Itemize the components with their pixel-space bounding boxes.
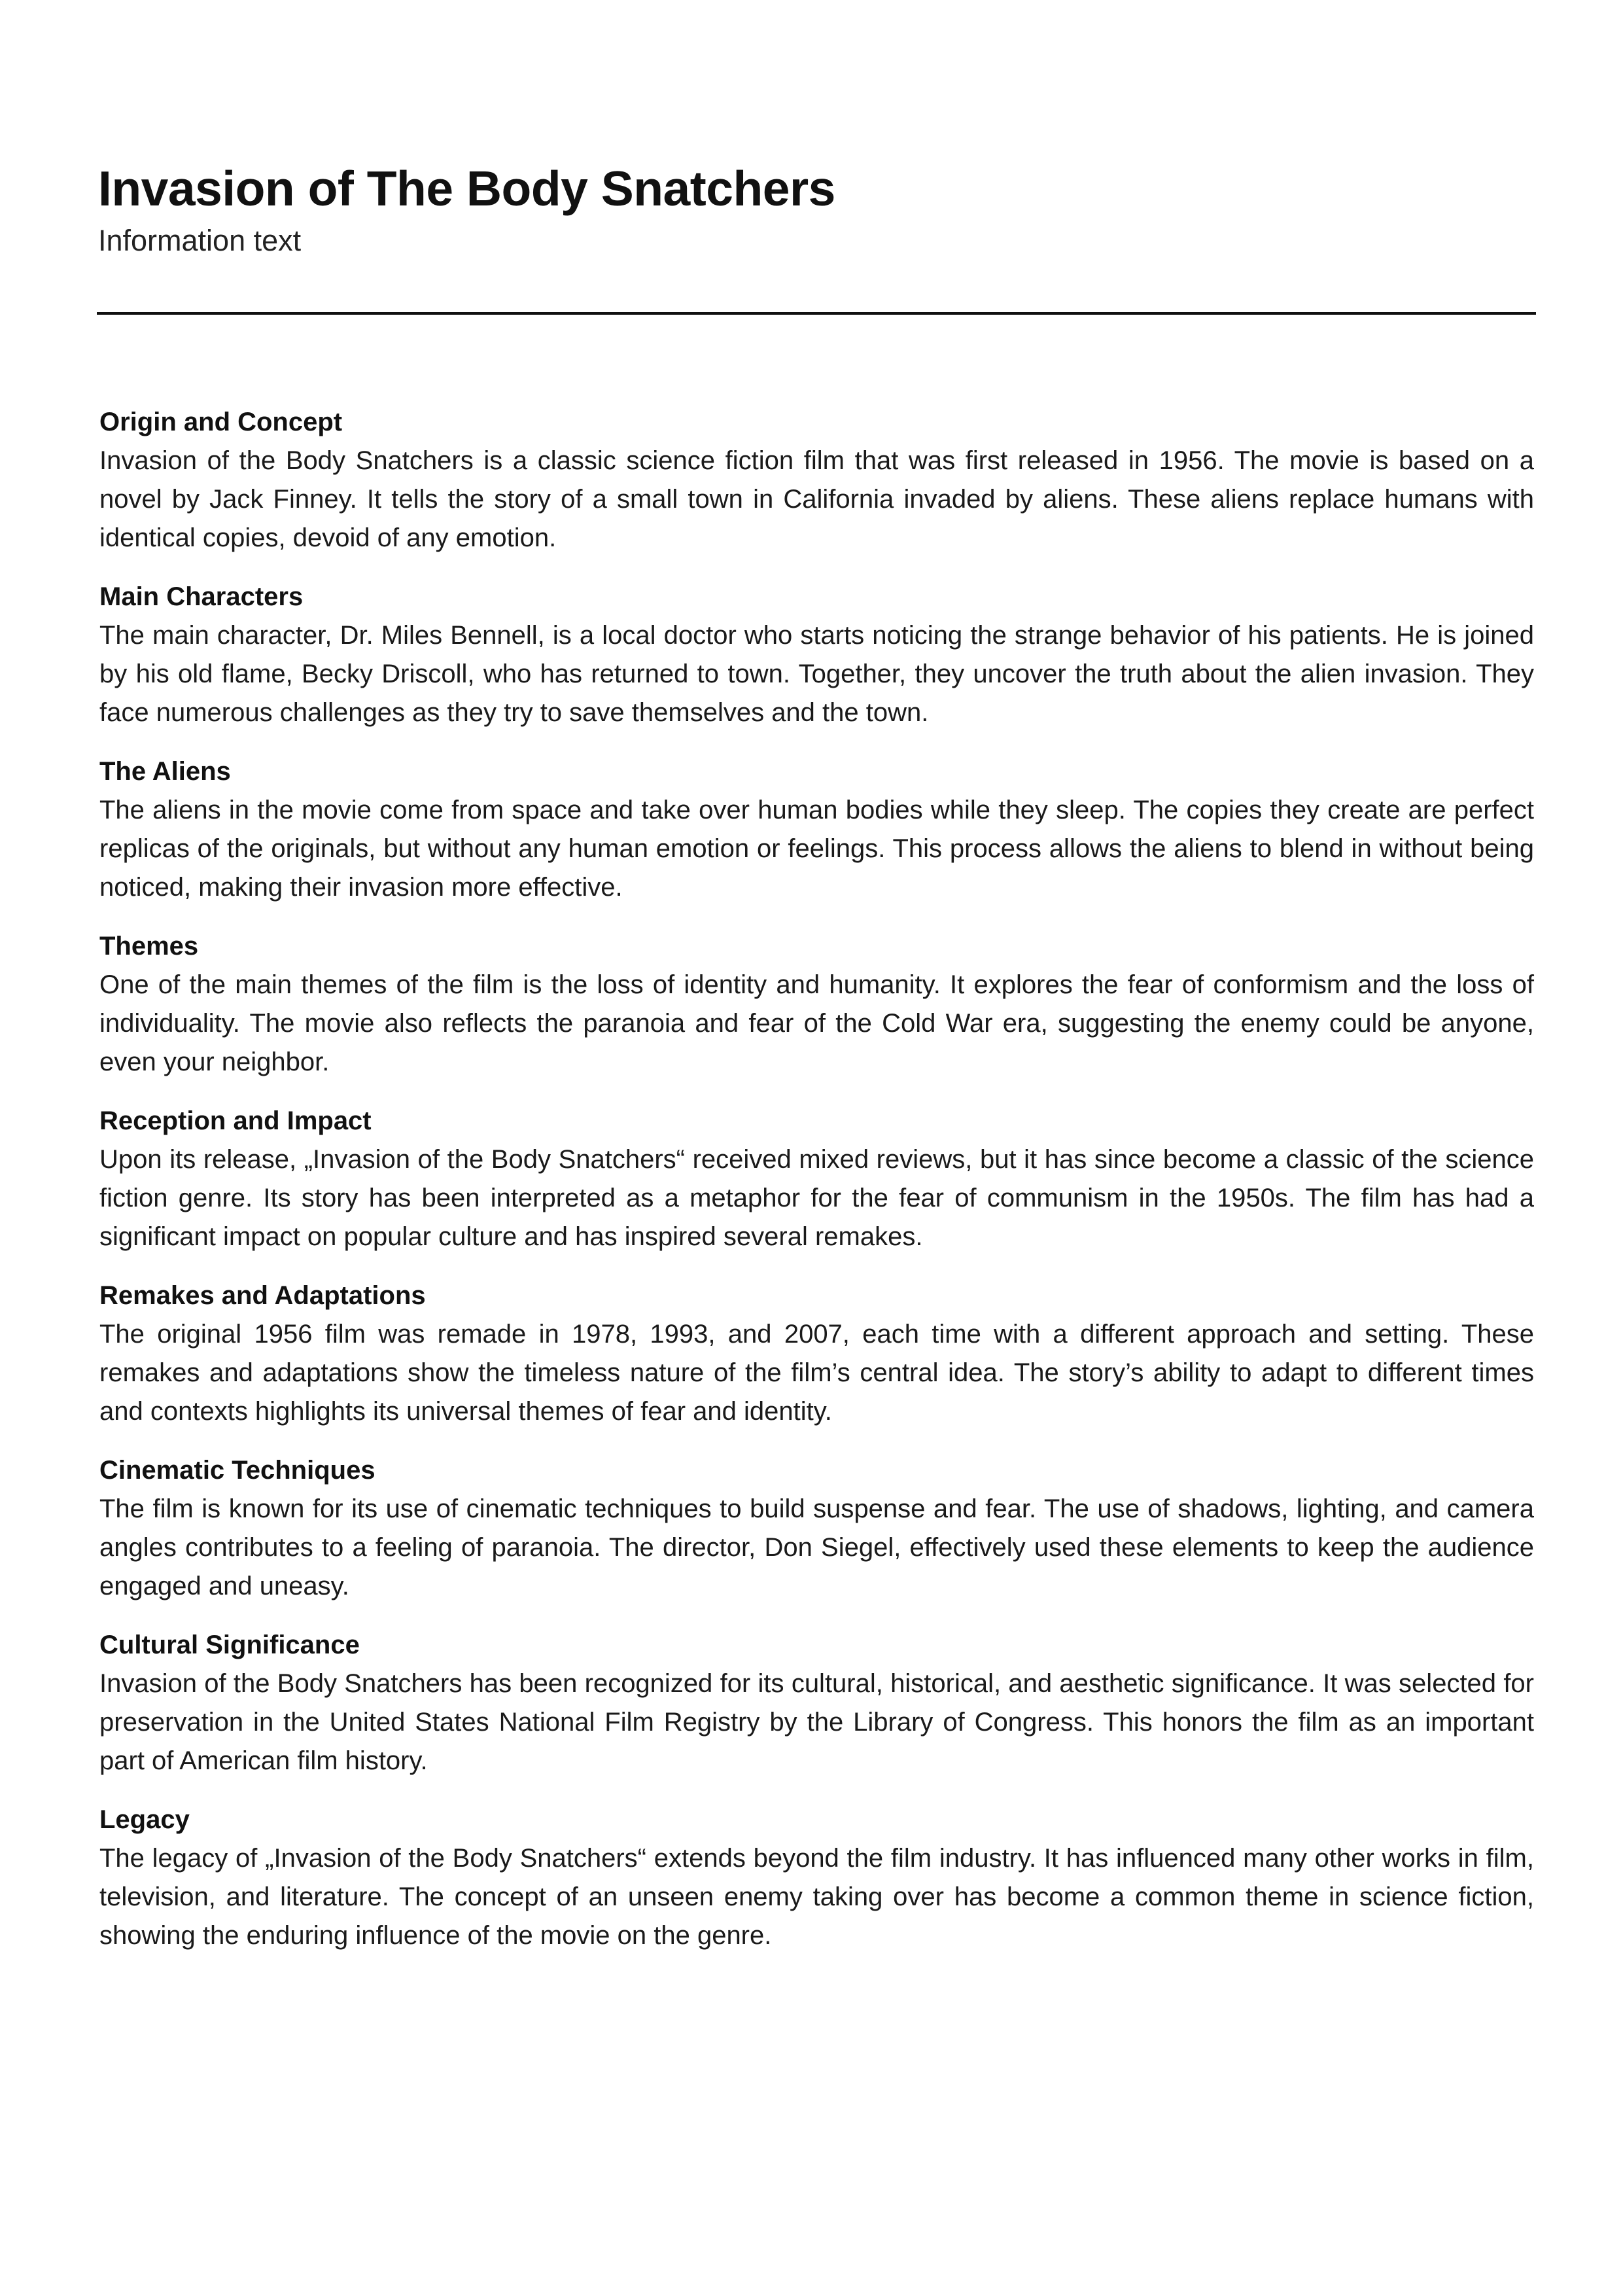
document-header: [98, 156, 1537, 260]
section-heading: Legacy: [99, 1805, 190, 1834]
section-paragraph: The original 1956 film was remade in 1978, 1993, and 2007, each time with a different approach and setting. These remakes and adaptations show the timeless nature of the film’s central idea. The story’s ability to adapt to different times and contexts highlights its universal themes of fear and identity.: [99, 1320, 1534, 1426]
document-title: Invasion of The Body Snatchers: [98, 161, 835, 216]
section-paragraph: The aliens in the movie come from space and take over human bodies while they sleep. The copies they create are perfect replicas of the originals, but without any human emotion or feelings. This process allows the aliens to blend in without being noticed, making their invasion more effective.: [99, 796, 1534, 902]
section-cinematic-techniques: [99, 1451, 1534, 1606]
section-paragraph: The main character, Dr. Miles Bennell, is a local doctor who starts noticing the strange behavior of his patients. He is joined by his old flame, Becky Driscoll, who has returned to town. Together, they uncover the truth about the alien invasion. They face numerous challenges as they try to save themselves and the town.: [99, 621, 1534, 727]
section-paragraph: Invasion of the Body Snatchers has been recognized for its cultural, historical, and aesthetic significance. It was selected for preservation in the United States National Film Registry by the Library of Congress. This honors the film as an important part of American film history.: [99, 1669, 1534, 1775]
section-heading: Reception and Impact: [99, 1106, 372, 1135]
section-paragraph: Invasion of the Body Snatchers is a classic science fiction film that was first released in 1956. The movie is based on a novel by Jack Finney. It tells the story of a small town in California invaded by aliens. These aliens replace humans with identical copies, devoid of any emotion.: [99, 446, 1534, 552]
section-main-characters: [99, 577, 1534, 732]
section-cultural-significance: [99, 1625, 1534, 1780]
section-remakes-and-adaptations: [99, 1276, 1534, 1431]
section-paragraph: One of the main themes of the film is the loss of identity and humanity. It explores the fear of conformism and the loss of individuality. The movie also reflects the paranoia and fear of the Cold War era, suggesting the enemy could be anyone, even your neighbor.: [99, 970, 1534, 1076]
section-paragraph: The film is known for its use of cinematic techniques to build suspense and fear. The use of shadows, lighting, and camera angles contributes to a feeling of paranoia. The director, Don Siegel, effectively used these elements to keep the audience engaged and uneasy.: [99, 1494, 1534, 1600]
section-the-aliens: [99, 752, 1534, 907]
section-heading: Cinematic Techniques: [99, 1456, 375, 1485]
section-heading: Main Characters: [99, 582, 304, 611]
section-origin-and-concept: [99, 402, 1534, 557]
document-subtitle: Information text: [98, 224, 302, 257]
section-heading: Themes: [99, 932, 199, 961]
section-reception-and-impact: [99, 1101, 1534, 1256]
section-heading: Remakes and Adaptations: [99, 1281, 426, 1310]
section-paragraph: The legacy of „Invasion of the Body Snatchers“ extends beyond the film industry. It has influenced many other works in film, television, and literature. The concept of an unseen enemy taking over has become a common theme in science fiction, showing the enduring influence of the movie on the genre.: [99, 1844, 1534, 1950]
section-paragraph: Upon its release, „Invasion of the Body Snatchers“ received mixed reviews, but it has since become a classic of the science fiction genre. Its story has been interpreted as a metaphor for the fear of communism in the 1950s. The film has had a significant impact on popular culture and has inspired several remakes.: [99, 1145, 1534, 1251]
header-divider: [97, 312, 1536, 315]
section-heading: The Aliens: [99, 757, 231, 786]
document-body: [99, 402, 1534, 1975]
section-themes: [99, 927, 1534, 1082]
section-legacy: [99, 1800, 1534, 1955]
section-heading: Cultural Significance: [99, 1631, 360, 1659]
section-heading: Origin and Concept: [99, 408, 343, 436]
